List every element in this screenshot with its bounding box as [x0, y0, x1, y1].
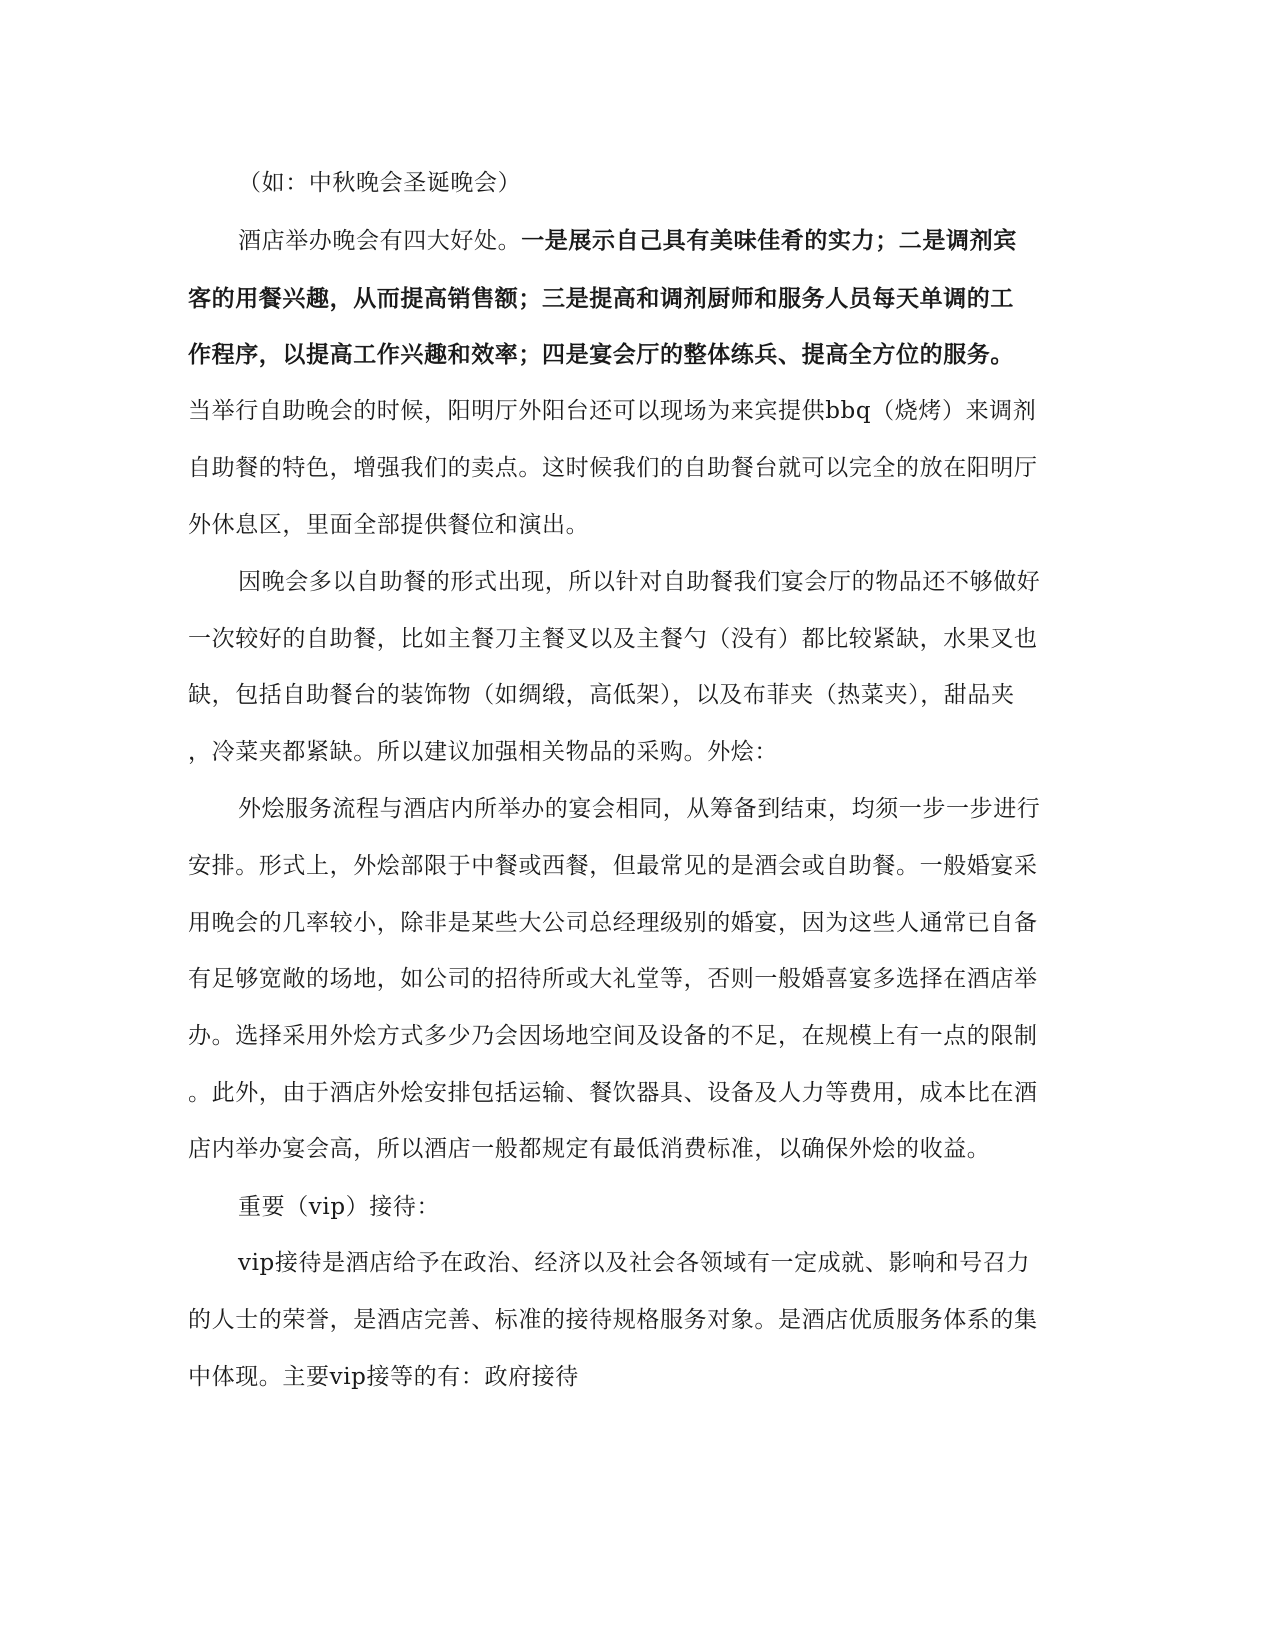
bold-text: 一是展示自己具有美味佳肴的实力；二是调剂宾: [521, 227, 1017, 254]
paragraph-line: 作程序，以提高工作兴趣和效率；四是宴会厅的整体练兵、提高全方位的服务。: [188, 341, 1014, 368]
paragraph-line: （如：中秋晚会圣诞晚会）: [238, 170, 522, 196]
paragraph-line: 客的用餐兴趣，从而提高销售额；三是提高和调剂厨师和服务人员每天单调的工: [188, 285, 1014, 312]
paragraph-line: [238, 226, 1138, 256]
paragraph-line: 当举行自助晚会的时候，阳明厅外阳台还可以现场为来宾提供bbq（烧烤）来调剂: [188, 398, 1037, 424]
paragraph-line: 因晚会多以自助餐的形式出现，所以针对自助餐我们宴会厅的物品还不够做好: [238, 569, 1041, 595]
paragraph-line: 中体现。主要vip接等的有：政府接待: [188, 1364, 579, 1390]
paragraph-line: 用晚会的几率较小，除非是某些大公司总经理级别的婚宴，因为这些人通常已自备: [188, 910, 1038, 936]
paragraph-line: 一次较好的自助餐，比如主餐刀主餐叉以及主餐勺（没有）都比较紧缺，水果叉也: [188, 626, 1038, 652]
paragraph-line: vip接待是酒店给予在政治、经济以及社会各领域有一定成就、影响和号召力: [238, 1250, 1031, 1276]
paragraph-line: 外烩服务流程与酒店内所举办的宴会相同，从筹备到结束，均须一步一步进行: [238, 796, 1041, 822]
paragraph-line: ，冷菜夹都紧缺。所以建议加强相关物品的采购。外烩：: [188, 739, 778, 765]
paragraph-text: 酒店举办晚会有四大好处。: [238, 228, 522, 254]
paragraph-line: 办。选择采用外烩方式多少乃会因场地空间及设备的不足，在规模上有一点的限制: [188, 1023, 1038, 1049]
paragraph-line: 安排。形式上，外烩部限于中餐或西餐，但最常见的是酒会或自助餐。一般婚宴采: [188, 853, 1038, 879]
section-heading: 重要（vip）接待：: [238, 1194, 441, 1220]
paragraph-line: 有足够宽敞的场地，如公司的招待所或大礼堂等，否则一般婚喜宴多选择在酒店举: [188, 966, 1038, 992]
paragraph-line: 缺，包括自助餐台的装饰物（如绸缎，高低架），以及布菲夹（热菜夹），甜品夹: [188, 682, 1015, 708]
paragraph-line: 店内举办宴会高，所以酒店一般都规定有最低消费标准，以确保外烩的收益。: [188, 1136, 991, 1162]
paragraph-line: 的人士的荣誉，是酒店完善、标准的接待规格服务对象。是酒店优质服务体系的集: [188, 1307, 1038, 1333]
paragraph-line: 。此外，由于酒店外烩安排包括运输、餐饮器具、设备及人力等费用，成本比在酒: [188, 1080, 1038, 1106]
paragraph-line: 外休息区，里面全部提供餐位和演出。: [188, 512, 590, 538]
paragraph-line: 自助餐的特色，增强我们的卖点。这时候我们的自助餐台就可以完全的放在阳明厅: [188, 455, 1038, 481]
